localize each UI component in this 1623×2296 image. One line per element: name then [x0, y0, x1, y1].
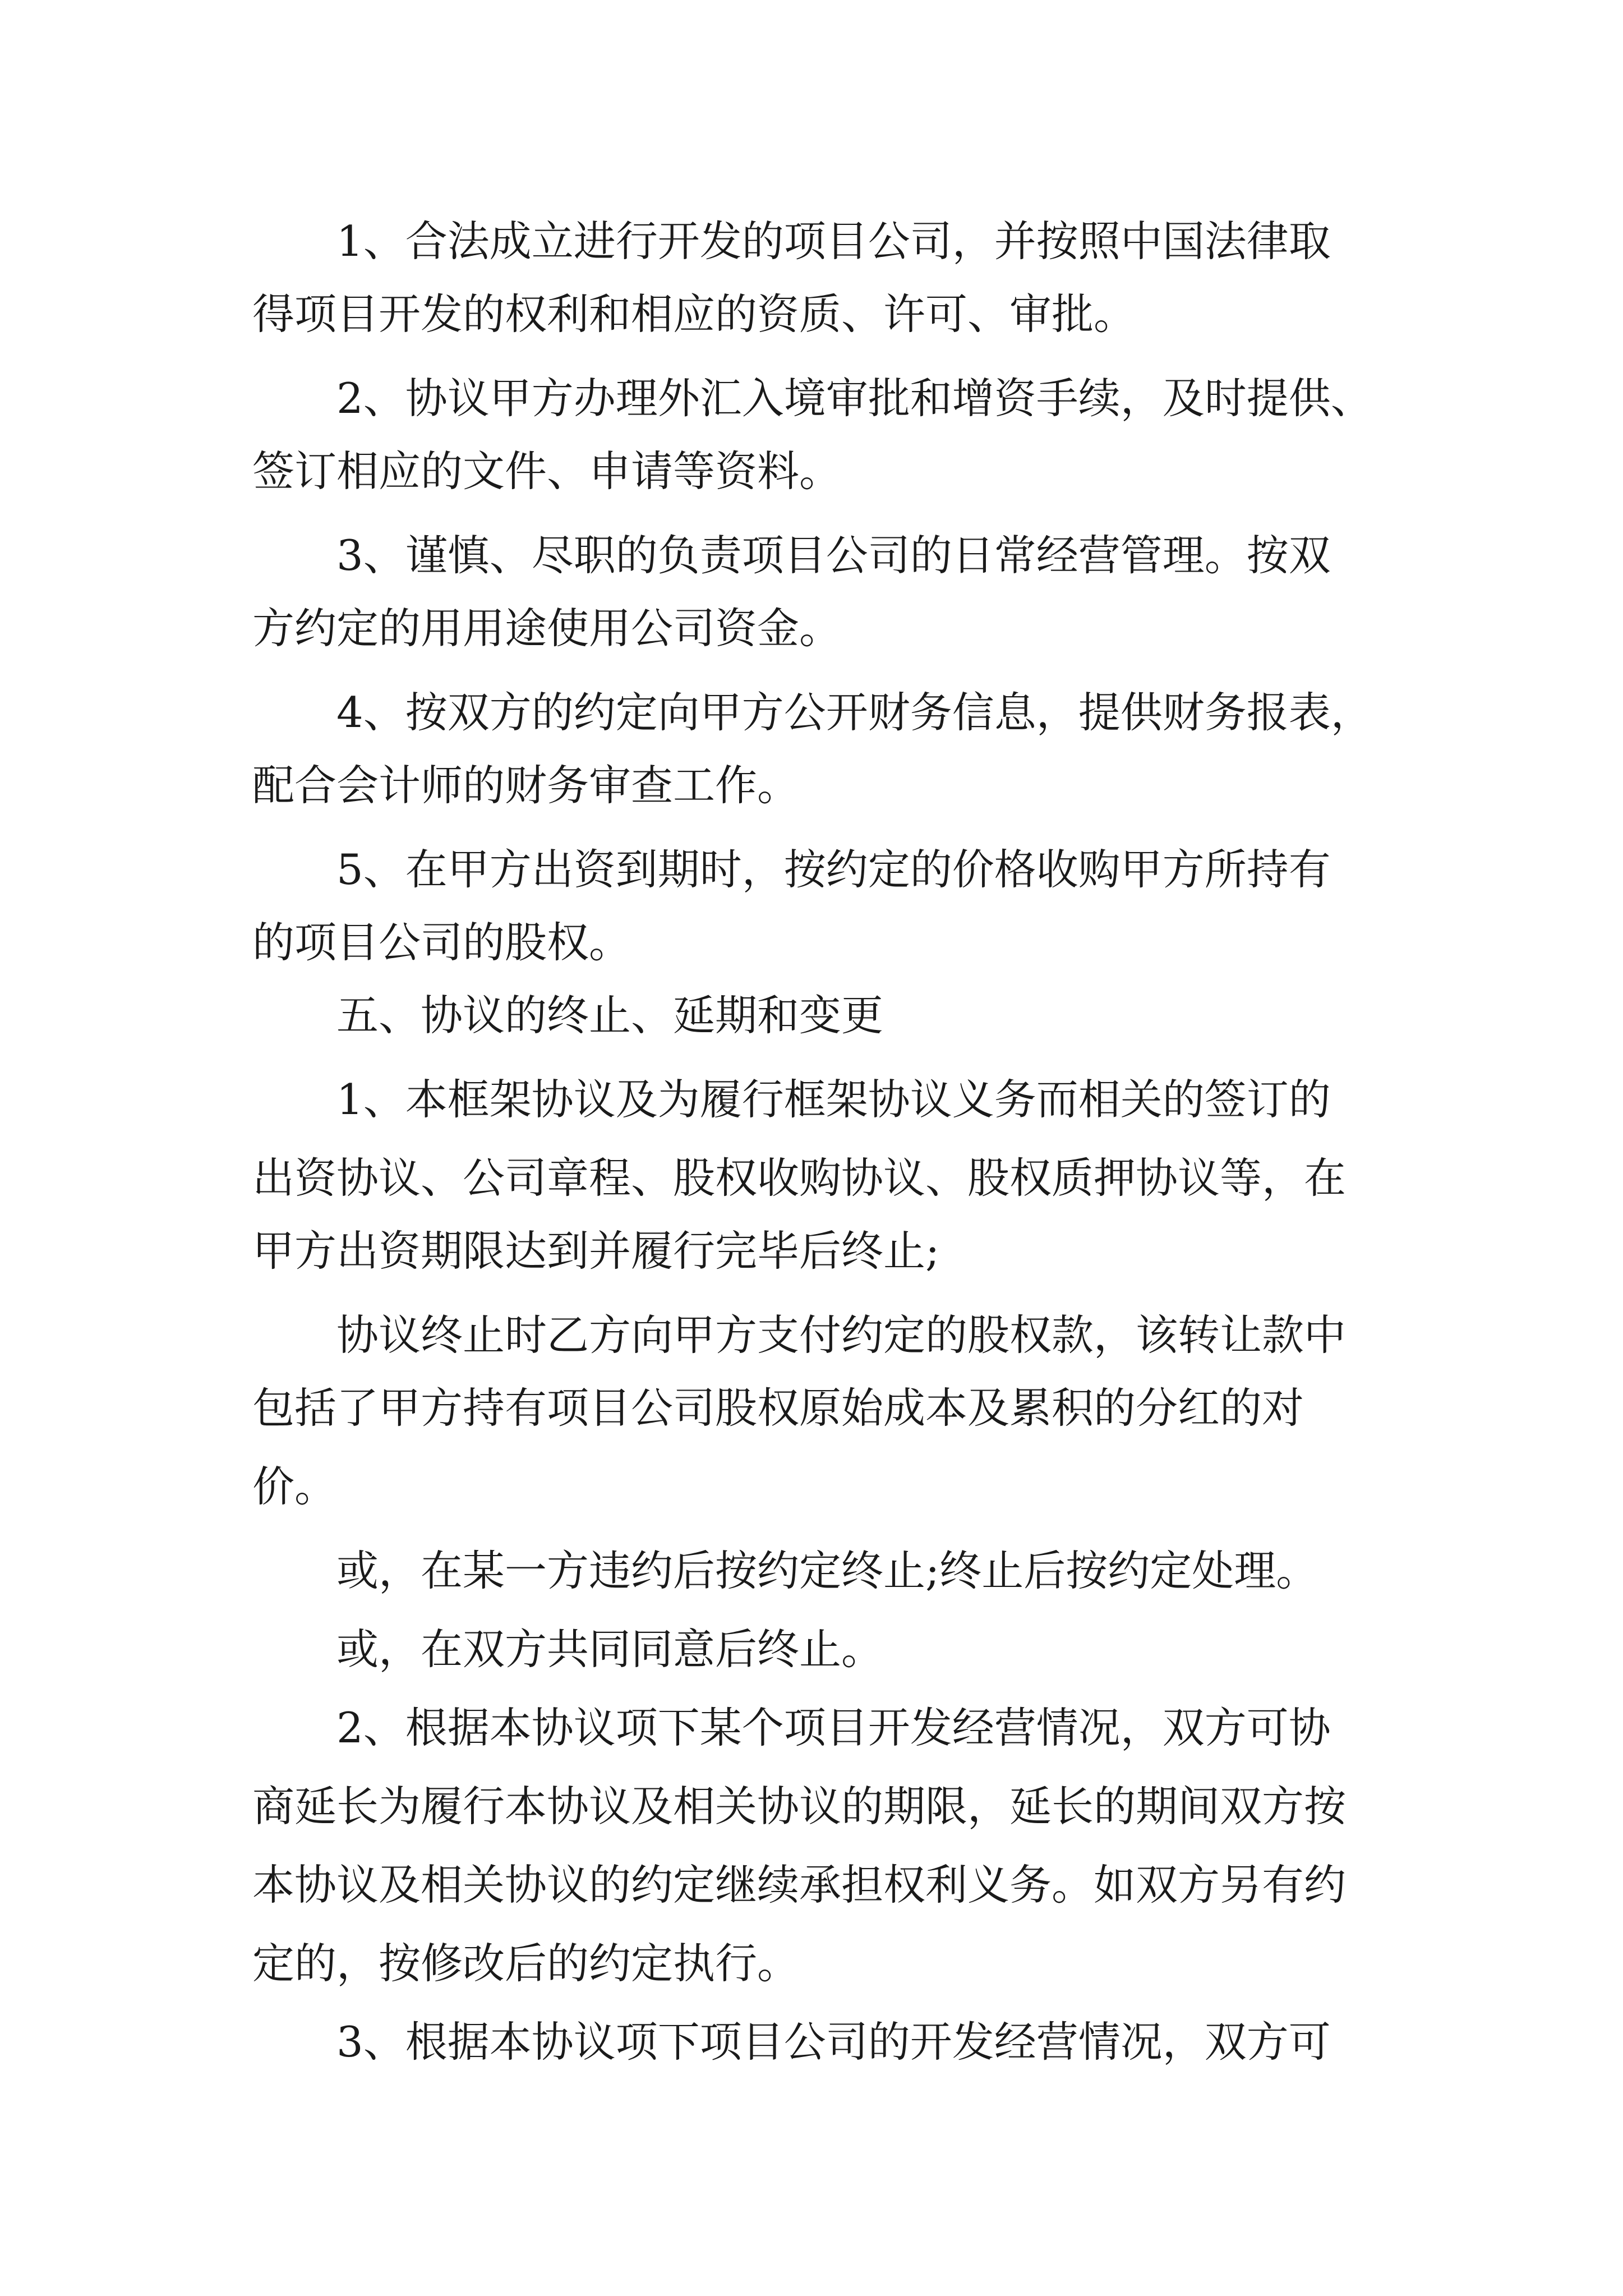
- clause-1-note-line-2: 包括了甲方持有项目公司股权原始成本及累积的分红的对: [252, 1383, 1304, 1433]
- item-4-line-2: 配合会计师的财务审查工作。: [252, 761, 800, 810]
- item-5-line-2: 的项目公司的股权。: [252, 918, 631, 967]
- item-2-line-1: 2、协议甲方办理外汇入境审批和增资手续，及时提供、: [336, 374, 1373, 423]
- clause-1-alt-2: 或，在双方共同同意后终止。: [336, 1625, 884, 1674]
- item-4-line-1: 4、按双方的约定向甲方公开财务信息，提供财务报表，: [336, 688, 1373, 737]
- clause-1-line-2: 出资协议、公司章程、股权收购协议、股权质押协议等，在: [252, 1153, 1347, 1203]
- item-3-line-2: 方约定的用用途使用公司资金。: [252, 604, 842, 653]
- clause-2-line-1: 2、根据本协议项下某个项目开发经营情况，双方可协: [336, 1703, 1331, 1752]
- item-3-line-1: 3、谨慎、尽职的负责项目公司的日常经营管理。按双: [336, 531, 1331, 580]
- item-1-line-1: 1、合法成立进行开发的项目公司，并按照中国法律取: [336, 217, 1331, 266]
- clause-2-line-3: 本协议及相关协议的约定继续承担权利义务。如双方另有约: [252, 1860, 1347, 1910]
- clause-2-line-4: 定的，按修改后的约定执行。: [252, 1939, 800, 1988]
- clause-3-line-1: 3、根据本协议项下项目公司的开发经营情况，双方可: [336, 2017, 1331, 2067]
- item-2-line-2: 签订相应的文件、申请等资料。: [252, 447, 842, 496]
- clause-1-note-line-1: 协议终止时乙方向甲方支付约定的股权款，该转让款中: [336, 1310, 1347, 1360]
- clause-1-line-3: 甲方出资期限达到并履行完毕后终止;: [252, 1226, 940, 1276]
- section-heading: 五、协议的终止、延期和变更: [336, 991, 884, 1040]
- item-1-line-2: 得项目开发的权利和相应的资质、许可、审批。: [252, 289, 1136, 339]
- clause-1-line-1: 1、本框架协议及为履行框架协议义务而相关的签订的: [336, 1075, 1331, 1124]
- clause-1-alt-1: 或，在某一方违约后按约定终止;终止后按约定处理。: [336, 1546, 1318, 1595]
- clause-2-line-2: 商延长为履行本协议及相关协议的期限，延长的期间双方按: [252, 1782, 1347, 1831]
- item-5-line-1: 5、在甲方出资到期时，按约定的价格收购甲方所持有: [336, 845, 1331, 894]
- clause-1-note-line-3: 价。: [252, 1462, 337, 1511]
